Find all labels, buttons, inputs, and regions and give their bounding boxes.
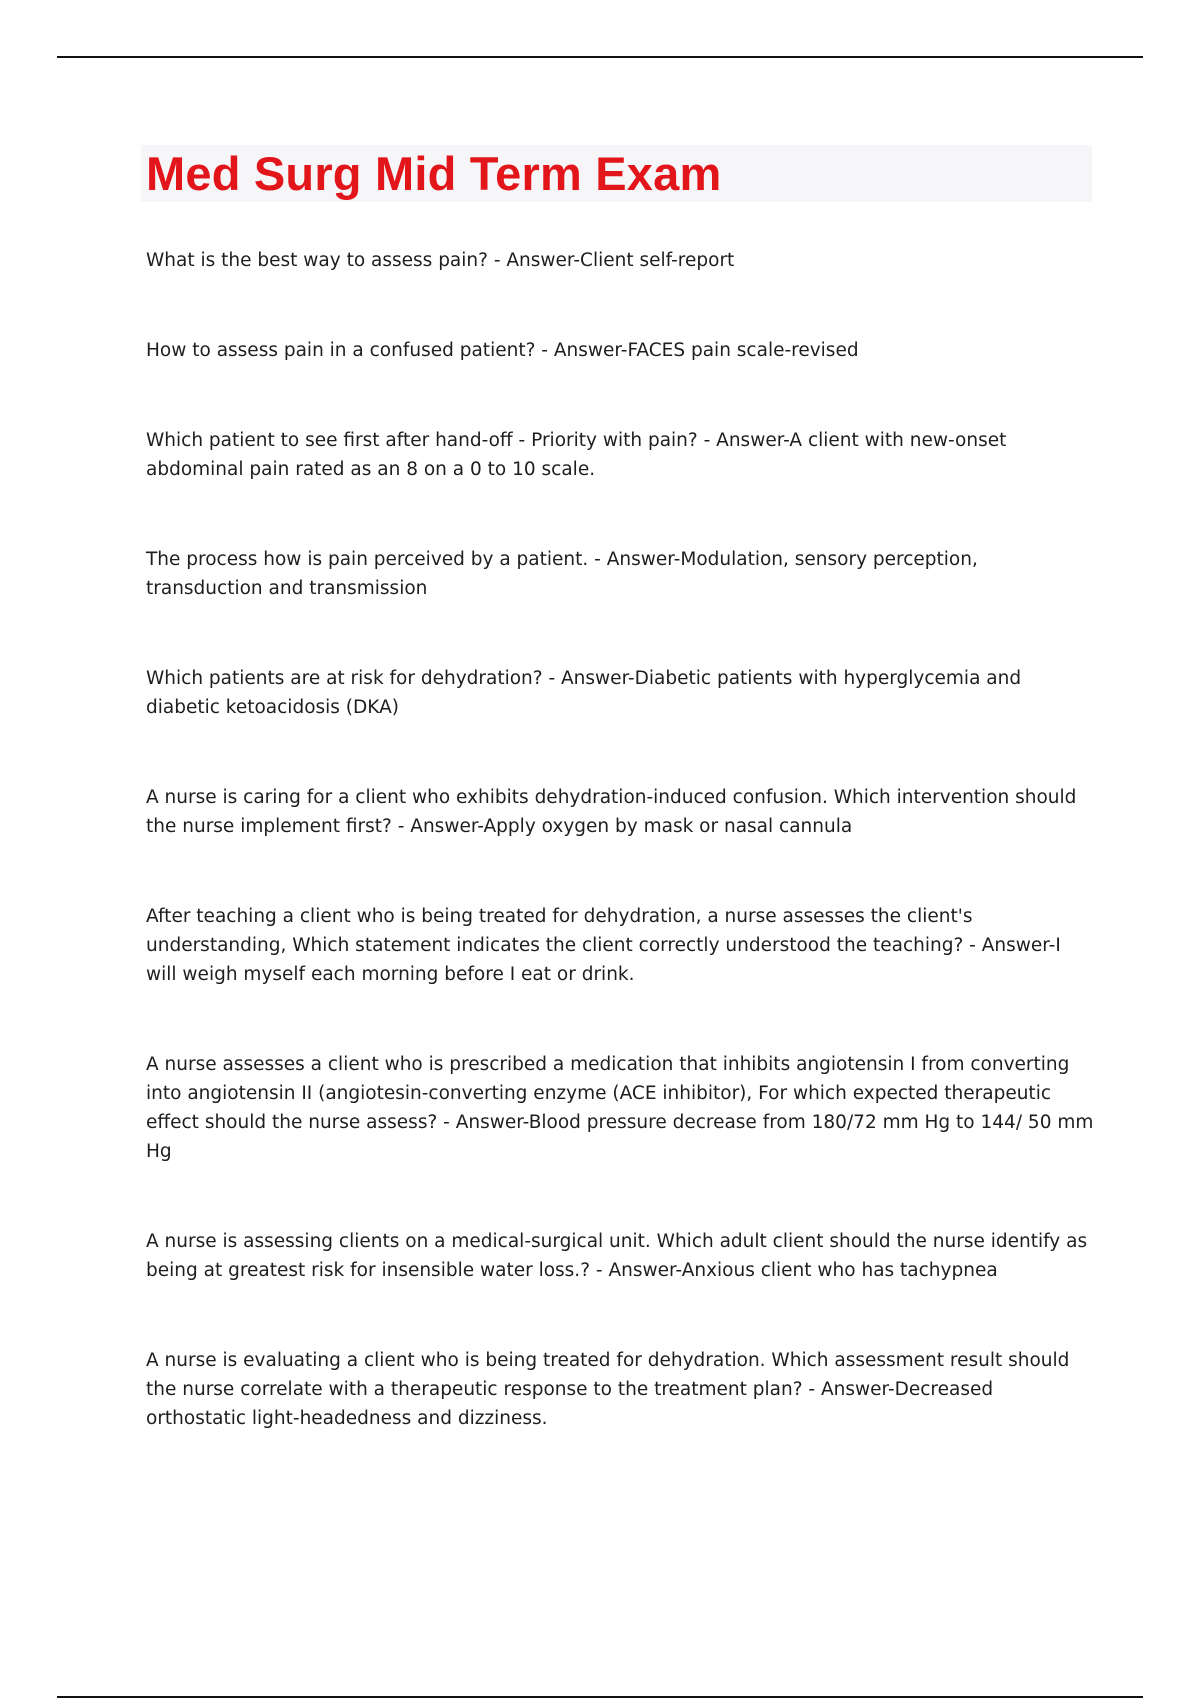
answer-prefix: Answer- xyxy=(455,1112,529,1133)
separator: - xyxy=(963,935,982,956)
qa-item xyxy=(146,426,1096,484)
qa-item xyxy=(146,545,1096,603)
bottom-rule xyxy=(57,1696,1143,1698)
qa-item xyxy=(146,783,1096,841)
qa-item xyxy=(146,1227,1096,1285)
separator: - xyxy=(697,430,717,451)
separator: - xyxy=(535,340,554,361)
separator: - xyxy=(487,250,507,271)
answer-prefix: Answer- xyxy=(606,549,681,570)
separator: - xyxy=(542,668,562,689)
question-text: A nurse assesses a client who is prescribed a medication that inhibits angiotensin I from converting into angiotensin II (angiotesin-converting enzyme (ACE inhibitor), For which expected therapeutic effect should the nurse assess? xyxy=(146,1054,1070,1133)
question-text: Which patient to see first after hand-off - Priority with pain? xyxy=(146,430,698,451)
question-text: Which patients are at risk for dehydration? xyxy=(146,668,543,689)
qa-item xyxy=(146,1346,1096,1433)
answer-text: A client with new-onset abdominal pain rated as an 8 on a 0 to 10 scale. xyxy=(146,430,1007,480)
qa-item xyxy=(146,1050,1096,1166)
answer-prefix: Answer- xyxy=(981,935,1056,956)
answer-prefix: Answer- xyxy=(820,1379,895,1400)
qa-list xyxy=(146,246,1096,1433)
answer-text: Apply oxygen by mask or nasal cannula xyxy=(483,816,853,837)
answer-prefix: Answer- xyxy=(608,1260,682,1281)
qa-item xyxy=(146,336,1096,365)
answer-prefix: Answer- xyxy=(561,668,635,689)
answer-prefix: Answer- xyxy=(716,430,790,451)
qa-item xyxy=(146,902,1096,989)
answer-text: Decreased orthostatic light-headedness and dizziness. xyxy=(146,1379,994,1429)
answer-text: Diabetic patients with hyperglycemia and diabetic ketoacidosis (DKA) xyxy=(146,668,1022,718)
question-text: A nurse is assessing clients on a medical-surgical unit. Which adult client should the nurse identify as being at greatest risk for insensible water loss.? xyxy=(146,1231,1088,1281)
question-text: A nurse is caring for a client who exhibits dehydration-induced confusion. Which intervention should the nurse implement first? xyxy=(146,787,1077,837)
separator: - xyxy=(391,816,411,837)
answer-text: Blood pressure decrease from 180/72 mm Hg to 144/ 50 mm Hg xyxy=(146,1112,1094,1162)
document-title: Med Surg Mid Term Exam xyxy=(146,147,722,200)
separator: - xyxy=(437,1112,456,1133)
question-text: The process how is pain perceived by a patient. xyxy=(146,549,589,570)
answer-prefix: Answer- xyxy=(553,340,628,361)
separator: - xyxy=(590,1260,609,1281)
question-text: What is the best way to assess pain? xyxy=(146,250,488,271)
question-text: A nurse is evaluating a client who is being treated for dehydration. Which assessment result should the nurse correlate with a therapeutic response to the treatment plan? xyxy=(146,1350,1070,1400)
qa-item xyxy=(146,246,1096,275)
top-rule xyxy=(57,56,1143,58)
question-text: After teaching a client who is being treated for dehydration, a nurse assesses the client's understanding, Which statement indicates the client correctly understood the teaching? xyxy=(146,906,973,956)
answer-text: I will weigh myself each morning before I eat or drink. xyxy=(146,935,1061,985)
separator: - xyxy=(588,549,607,570)
answer-text: Anxious client who has tachypnea xyxy=(681,1260,998,1281)
answer-prefix: Answer- xyxy=(506,250,581,271)
question-text: How to assess pain in a confused patient? xyxy=(146,340,536,361)
answer-text: Client self-report xyxy=(580,250,735,271)
answer-text: Modulation, sensory perception, transduction and transmission xyxy=(146,549,978,599)
qa-item xyxy=(146,664,1096,722)
separator: - xyxy=(802,1379,821,1400)
answer-text: FACES pain scale-revised xyxy=(627,340,859,361)
answer-prefix: Answer- xyxy=(410,816,484,837)
